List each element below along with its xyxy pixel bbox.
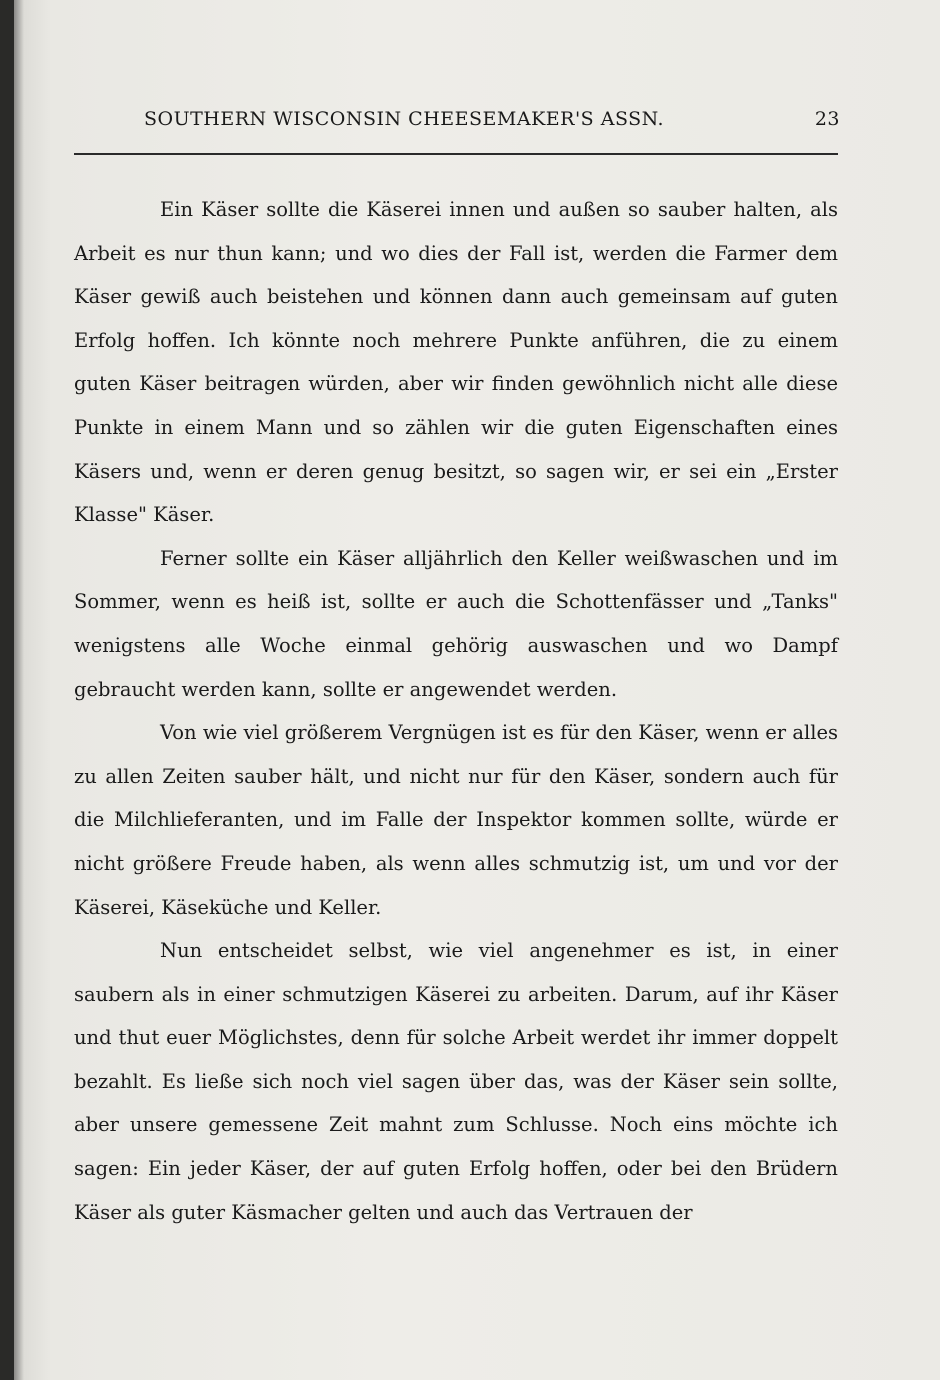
running-header xyxy=(144,108,840,138)
page-edge-shadow xyxy=(14,0,24,1380)
body-text xyxy=(74,188,838,1234)
paragraph: Nun entscheidet selbst, wie viel angenehmer es ist, in einer saubern als in einer schmutzigen Käserei zu arbeiten. Darum, auf ihr Käser und thut euer Möglichstes, denn für solche Arbeit werdet ihr immer doppelt bezahlt. Es ließe sich noch viel sagen über das, was der Käser sein sollte, aber unsere gemessene Zeit mahnt zum Schlusse. Noch eins möchte ich sagen: Ein jeder Käser, der auf guten Erfolg hoffen, oder bei den Brüdern Käser als guter Käsmacher gelten und auch das Vertrauen der xyxy=(74,939,838,1224)
header-rule xyxy=(74,153,838,155)
paragraph: Von wie viel größerem Vergnügen ist es für den Käser, wenn er alles zu allen Zeiten sauber hält, und nicht nur für den Käser, sondern auch für die Milchlieferanten, und im Falle der Inspektor kommen sollte, würde er nicht größere Freude haben, als wenn alles schmutzig ist, um und vor der Käserei, Käseküche und Keller. xyxy=(74,721,838,919)
book-page xyxy=(14,0,940,1380)
page-number: 23 xyxy=(814,108,840,130)
paragraph: Ein Käser sollte die Käserei innen und außen so sauber halten, als Arbeit es nur thun kann; und wo dies der Fall ist, werden die Farmer dem Käser gewiß auch beistehen und können dann auch gemeinsam auf guten Erfolg hoffen. Ich könnte noch mehrere Punkte anführen, die zu einem guten Käser beitragen würden, aber wir finden gewöhnlich nicht alle diese Punkte in einem Mann und so zählen wir die guten Eigenschaften eines Käsers und, wenn er deren genug besitzt, so sagen wir, er sei ein „Erster Klasse" Käser. xyxy=(74,198,838,527)
running-title: SOUTHERN WISCONSIN CHEESEMAKER'S ASSN. xyxy=(144,108,665,130)
paragraph: Ferner sollte ein Käser alljährlich den Keller weißwaschen und im Sommer, wenn es heiß ist, sollte er auch die Schottenfässer und „Tanks" wenigstens alle Woche einmal gehörig auswaschen und wo Dampf gebraucht werden kann, sollte er angewendet werden. xyxy=(74,546,838,701)
